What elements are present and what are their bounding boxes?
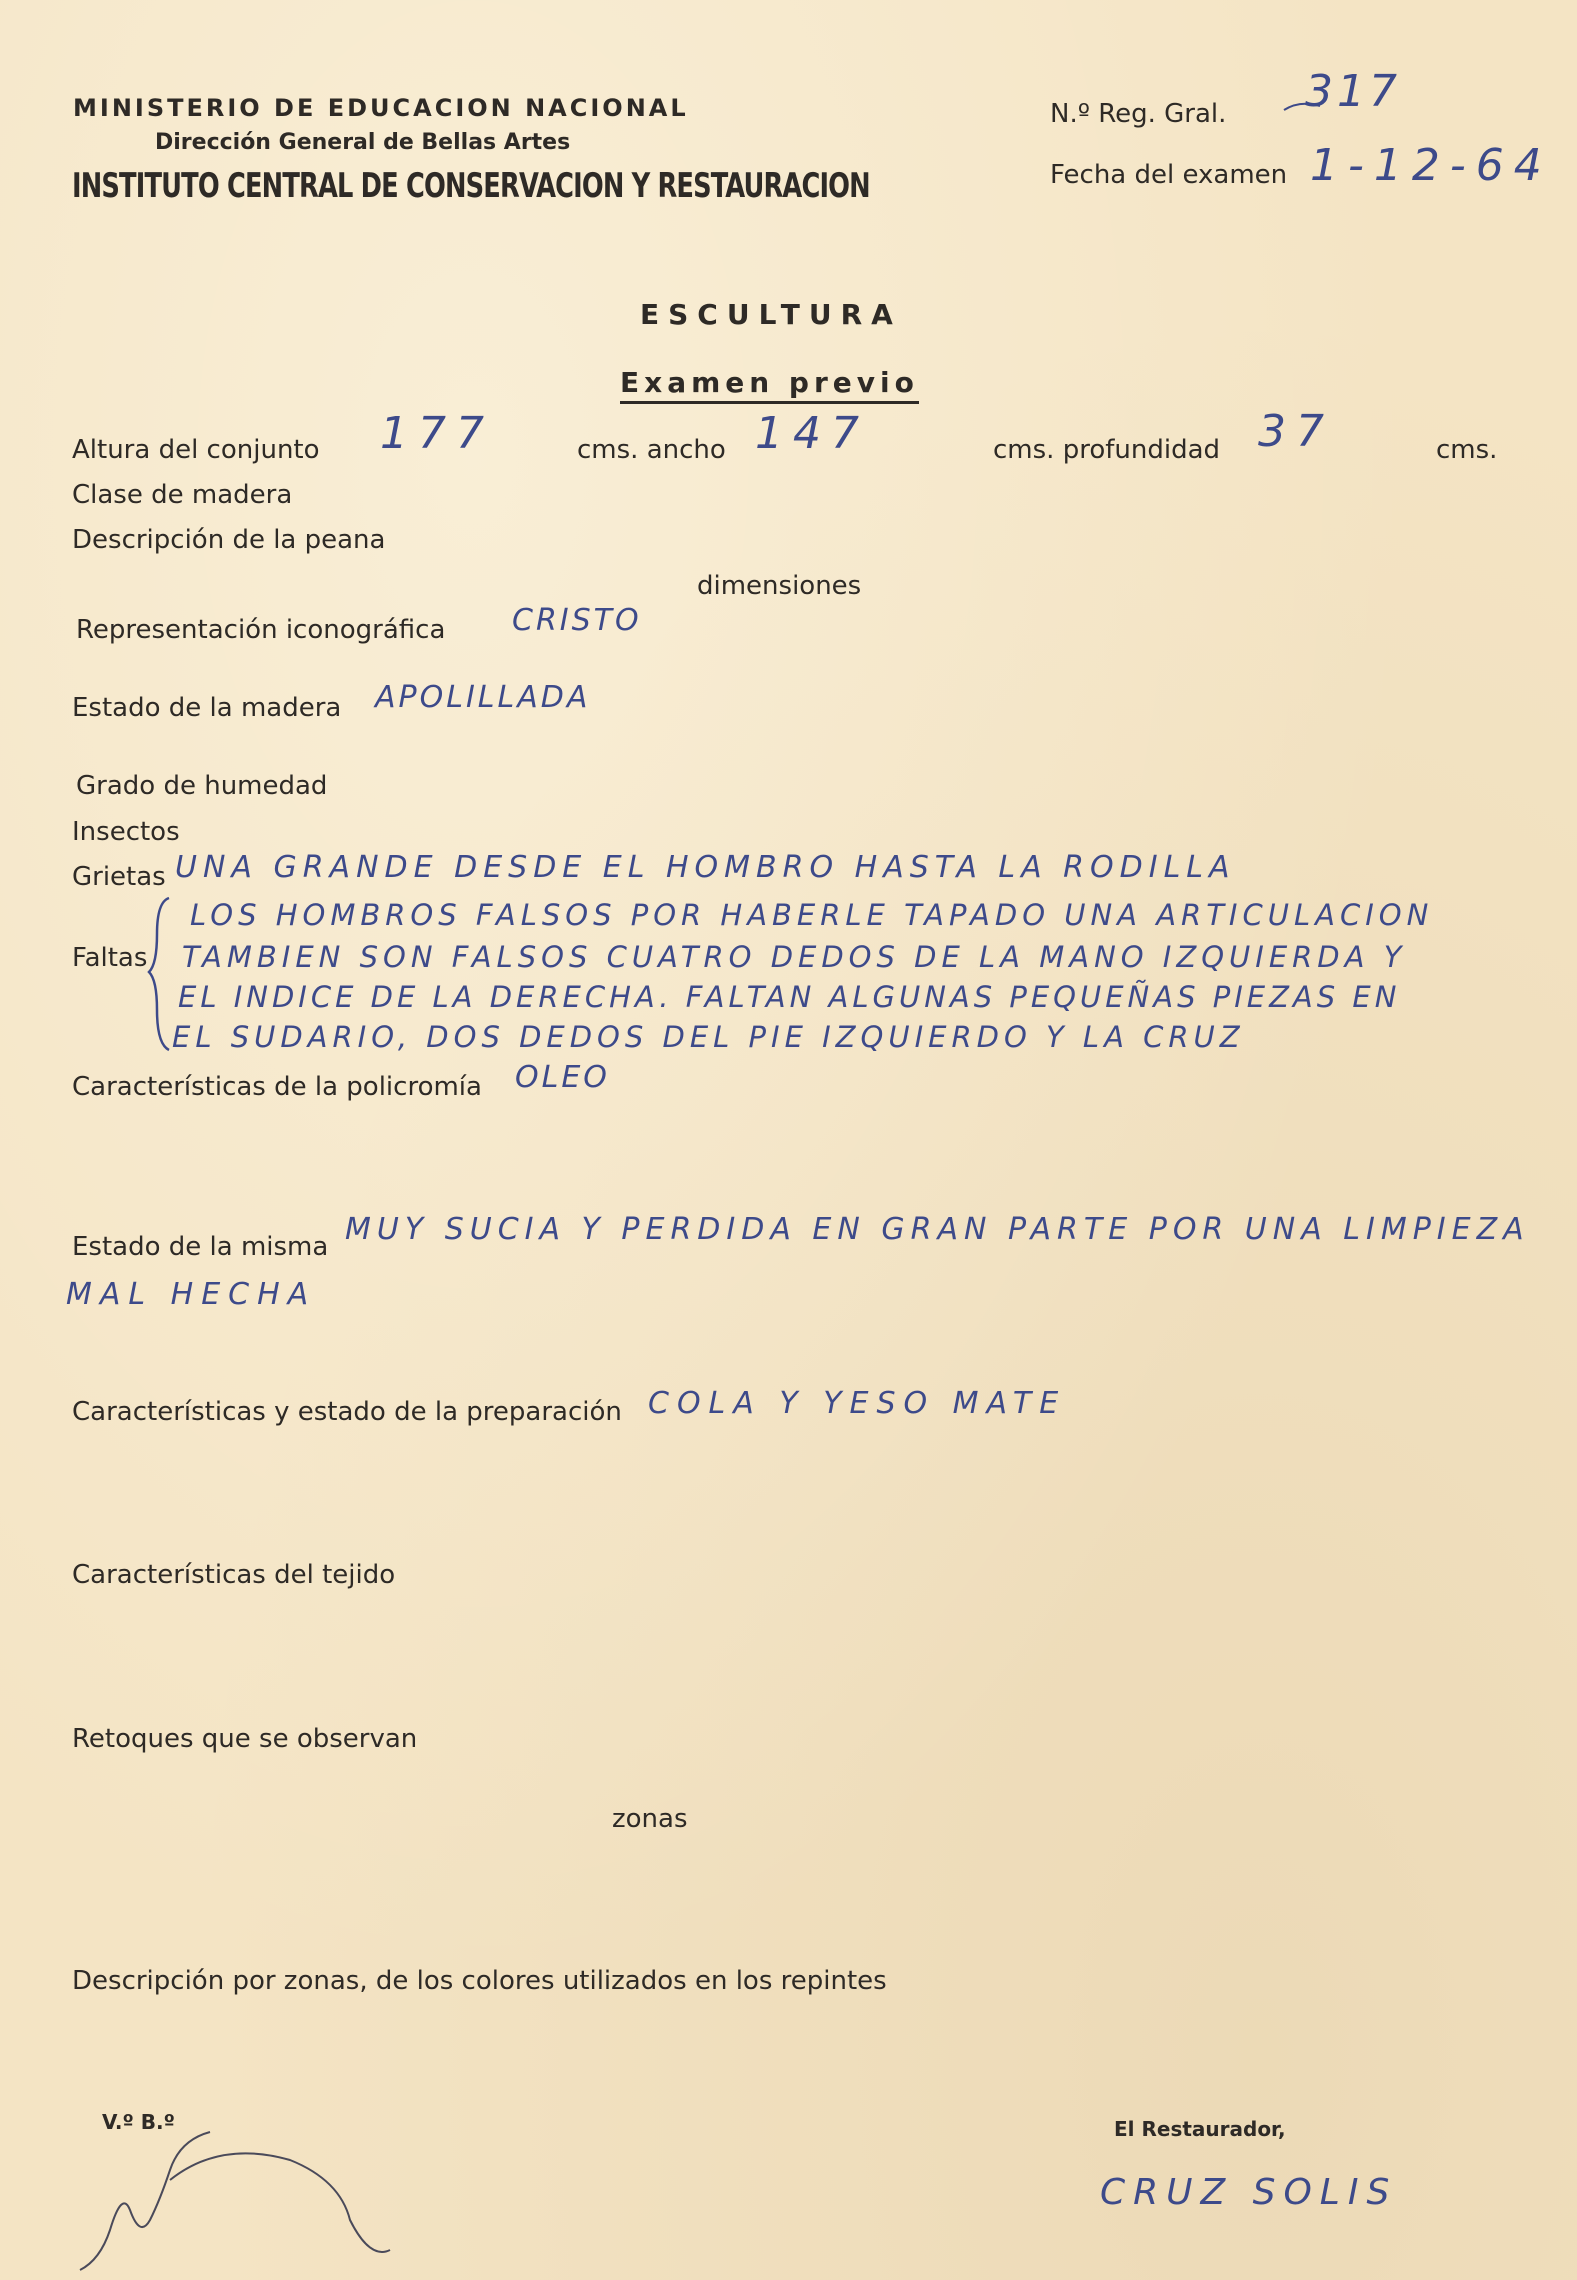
clase-madera-label: Clase de madera	[72, 480, 293, 510]
estado-madera-label: Estado de la madera	[72, 693, 342, 723]
iconografica-label: Representación iconográfica	[76, 615, 446, 645]
faltas-line-4: EL SUDARIO, DOS DEDOS DEL PIE IZQUIERDO Y LA CRUZ	[172, 1020, 1245, 1054]
tejido-label: Características del tejido	[72, 1560, 396, 1590]
policromia-value: OLEO	[515, 1060, 610, 1095]
altura-label: Altura del conjunto	[72, 435, 320, 465]
zonas-label: zonas	[612, 1804, 688, 1834]
estado-misma-value-1: MUY SUCIA Y PERDIDA EN GRAN PARTE POR UNA LIMPIEZA	[345, 1212, 1530, 1247]
estado-madera-value: APOLILLADA	[375, 680, 591, 715]
faltas-line-1: LOS HOMBROS FALSOS POR HABERLE TAPADO UNA ARTICULACION	[190, 898, 1434, 932]
restaurador-value: CRUZ SOLIS	[1100, 2172, 1398, 2213]
profundidad-value: 37	[1258, 406, 1334, 457]
insectos-label: Insectos	[72, 817, 180, 847]
vb-label: V.º B.º	[102, 2110, 175, 2134]
peana-label: Descripción de la peana	[72, 525, 386, 555]
faltas-label: Faltas	[72, 943, 148, 973]
humedad-label: Grado de humedad	[76, 771, 328, 801]
reg-value: 317	[1305, 66, 1401, 117]
profundidad-label: cms. profundidad	[993, 435, 1221, 465]
faltas-brace	[145, 894, 175, 1054]
dimensiones-label: dimensiones	[697, 571, 862, 601]
faltas-line-2: TAMBIEN SON FALSOS CUATRO DEDOS DE LA MANO IZQUIERDA Y	[182, 940, 1407, 974]
iconografica-value: CRISTO	[512, 603, 642, 638]
direction-heading: Dirección General de Bellas Artes	[155, 130, 571, 155]
faltas-line-3: EL INDICE DE LA DERECHA. FALTAN ALGUNAS PEQUEÑAS PIEZAS EN	[178, 980, 1401, 1014]
grietas-label: Grietas	[72, 862, 166, 892]
date-value: 1-12-64	[1310, 140, 1552, 191]
vb-signature	[50, 2120, 410, 2280]
retoques-label: Retoques que se observan	[72, 1724, 418, 1754]
document-subtitle: Examen previo	[620, 366, 919, 404]
reg-label: N.º Reg. Gral.	[1050, 99, 1227, 129]
estado-misma-value-2: MAL HECHA	[66, 1277, 317, 1312]
restaurador-label: El Restaurador,	[1114, 2117, 1286, 2141]
institute-heading: INSTITUTO CENTRAL DE CONSERVACION Y RESTAURACION	[72, 166, 870, 206]
grietas-value: UNA GRANDE DESDE EL HOMBRO HASTA LA RODILLA	[175, 850, 1236, 885]
ancho-label: cms. ancho	[577, 435, 726, 465]
altura-value: 177	[380, 408, 494, 459]
repintes-label: Descripción por zonas, de los colores utilizados en los repintes	[72, 1966, 887, 1996]
ancho-value: 147	[755, 408, 869, 459]
preparacion-label: Características y estado de la preparación	[72, 1397, 622, 1427]
preparacion-value: COLA Y YESO MATE	[648, 1386, 1067, 1421]
cms-label: cms.	[1436, 435, 1498, 465]
reg-underline-stroke	[1282, 96, 1322, 116]
ministry-heading: MINISTERIO DE EDUCACION NACIONAL	[73, 94, 689, 122]
policromia-label: Características de la policromía	[72, 1072, 482, 1102]
estado-misma-label: Estado de la misma	[72, 1232, 329, 1262]
document-title: ESCULTURA	[640, 298, 902, 331]
date-label: Fecha del examen	[1050, 160, 1288, 190]
